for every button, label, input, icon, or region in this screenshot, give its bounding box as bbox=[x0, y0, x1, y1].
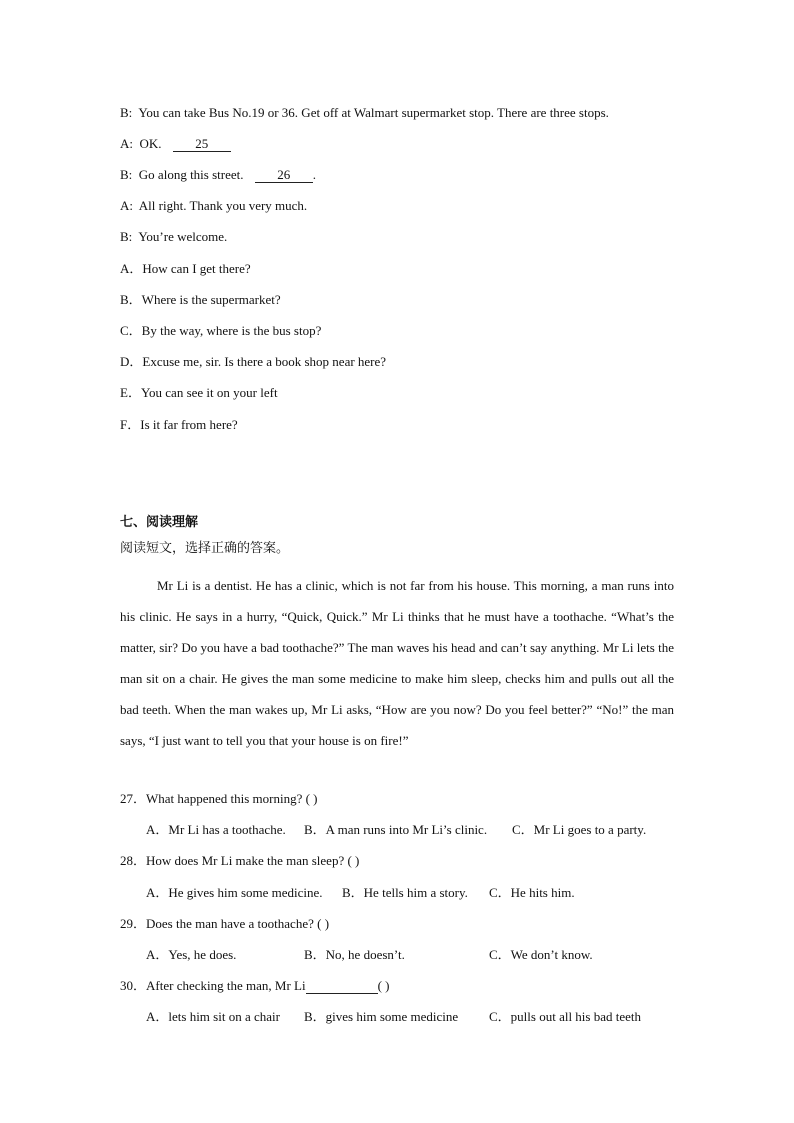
question-number: 29． bbox=[120, 916, 147, 931]
dialogue-line bbox=[120, 105, 609, 121]
speaker-label: A: bbox=[120, 136, 133, 151]
choice-item bbox=[120, 354, 386, 370]
dialogue-line bbox=[120, 136, 231, 152]
question-text: How does Mr Li make the man sleep? ( ) bbox=[146, 853, 360, 868]
question-number: 28． bbox=[120, 853, 147, 868]
question-text: Does the man have a toothache? ( ) bbox=[146, 916, 330, 931]
question-29 bbox=[120, 916, 329, 932]
dialogue-text: OK. bbox=[139, 136, 162, 151]
choice-text: You can see it on your left bbox=[140, 385, 278, 400]
question-30 bbox=[120, 978, 390, 994]
choice-item bbox=[120, 292, 281, 308]
choice-text: By the way, where is the bus stop? bbox=[141, 323, 322, 338]
choice-item bbox=[120, 417, 238, 433]
dialogue-period: . bbox=[312, 167, 317, 182]
answer-blank-26[interactable]: 26 bbox=[255, 168, 313, 183]
choice-item bbox=[120, 261, 251, 277]
option-a[interactable]: A．Yes, he does. bbox=[146, 947, 237, 962]
option-a[interactable]: A．Mr Li has a toothache. bbox=[146, 822, 286, 837]
choice-item bbox=[120, 385, 278, 401]
dialogue-line bbox=[120, 198, 307, 214]
choice-letter: D． bbox=[120, 354, 143, 369]
question-text: After checking the man, Mr Li bbox=[146, 978, 306, 993]
speaker-label: B: bbox=[120, 229, 133, 244]
option-b[interactable]: B．He tells him a story. bbox=[342, 885, 468, 900]
dialogue-text: All right. Thank you very much. bbox=[138, 198, 308, 213]
option-b[interactable]: B．gives him some medicine bbox=[304, 1009, 459, 1024]
question-tail: ( ) bbox=[377, 978, 390, 993]
question-28 bbox=[120, 853, 359, 869]
choice-text: Excuse me, sir. Is there a book shop near here? bbox=[142, 354, 387, 369]
question-27 bbox=[120, 791, 318, 807]
choice-letter: F． bbox=[120, 417, 141, 432]
option-a[interactable]: A．lets him sit on a chair bbox=[146, 1009, 280, 1024]
option-c[interactable]: C．We don’t know. bbox=[489, 947, 593, 962]
option-c[interactable]: C．pulls out all his bad teeth bbox=[489, 1009, 642, 1024]
dialogue-text: You can take Bus No.19 or 36. Get off at Walmart supermarket stop. There are three stops. bbox=[138, 105, 609, 120]
choice-letter: A． bbox=[120, 261, 143, 276]
reading-passage: Mr Li is a dentist. He has a clinic, which is not far from his house. This morning, a man runs into his clinic. He says in a hurry, “Quick, Quick.” Mr Li thinks that he must have a toothache. “What’s the matter, sir? Do you have a bad toothache?” The man waves his head and can’t say anything. Mr Li lets the man sit on a chair. He gives the man some medicine to make him sleep, checks him and pulls out all the bad teeth. When the man wakes up, Mr Li asks, “How are you now? Do you feel better?” “No!” the man says, “I just want to tell you that your house is on fire!” bbox=[120, 578, 674, 748]
answer-blank-30[interactable] bbox=[306, 979, 378, 994]
speaker-label: B: bbox=[120, 167, 133, 182]
section-instruction: 阅读短文，选择正确的答案。 bbox=[120, 541, 290, 556]
speaker-label: A: bbox=[120, 198, 133, 213]
speaker-label: B: bbox=[120, 105, 133, 120]
option-a[interactable]: A．He gives him some medicine. bbox=[146, 885, 323, 900]
question-number: 30． bbox=[120, 978, 147, 993]
dialogue-text: You’re welcome. bbox=[138, 229, 228, 244]
dialogue-line bbox=[120, 167, 316, 183]
option-c[interactable]: C．Mr Li goes to a party. bbox=[512, 822, 647, 837]
choice-text: Is it far from here? bbox=[140, 417, 238, 432]
dialogue-text: Go along this street. bbox=[138, 167, 244, 182]
dialogue-line bbox=[120, 229, 227, 245]
option-b[interactable]: B．No, he doesn’t. bbox=[304, 947, 405, 962]
question-text: What happened this morning? ( ) bbox=[146, 791, 318, 806]
choice-letter: B． bbox=[120, 292, 142, 307]
section-title: 七、阅读理解 bbox=[120, 515, 199, 530]
choice-text: Where is the supermarket? bbox=[141, 292, 281, 307]
question-number: 27． bbox=[120, 791, 147, 806]
choice-letter: E． bbox=[120, 385, 141, 400]
choice-letter: C． bbox=[120, 323, 142, 338]
choice-text: How can I get there? bbox=[142, 261, 251, 276]
answer-blank-25[interactable]: 25 bbox=[173, 137, 231, 152]
choice-item bbox=[120, 323, 321, 339]
option-b[interactable]: B．A man runs into Mr Li’s clinic. bbox=[304, 822, 488, 837]
option-c[interactable]: C．He hits him. bbox=[489, 885, 575, 900]
